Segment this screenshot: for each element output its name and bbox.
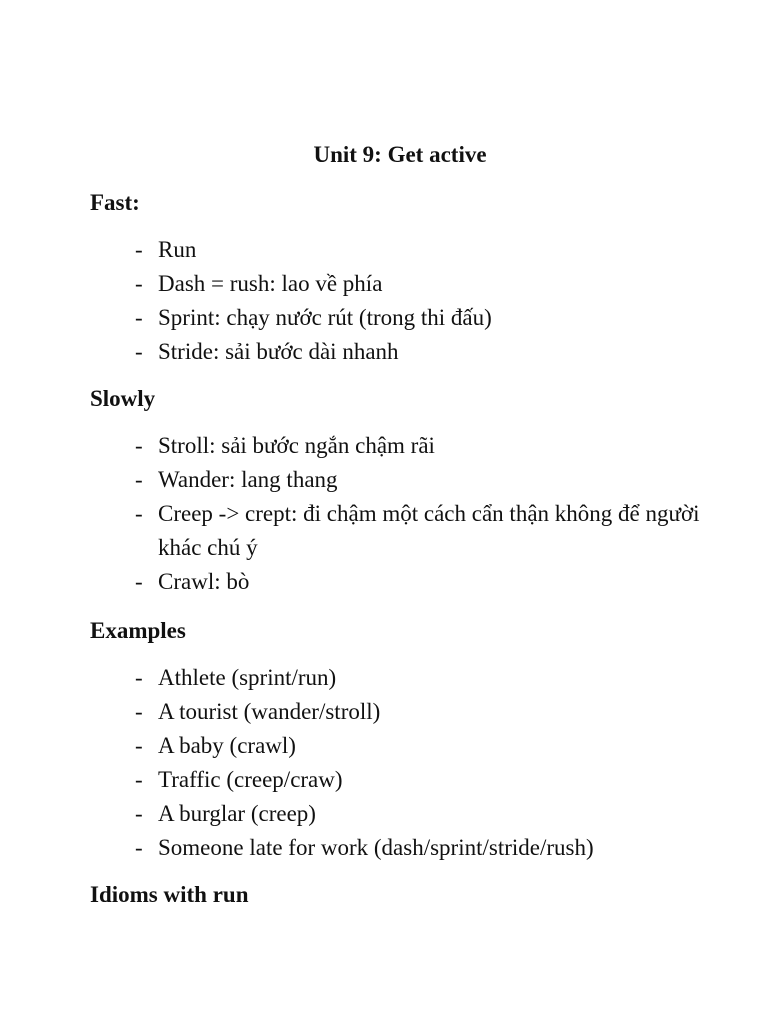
list-item-text: Stroll: sải bước ngắn chậm rãi xyxy=(158,433,435,458)
bullet-dash: - xyxy=(135,305,143,330)
bullet-dash: - xyxy=(135,801,143,826)
list-item xyxy=(0,831,768,865)
list-item-text: Dash = rush: lao về phía xyxy=(158,271,383,296)
bullet-dash: - xyxy=(135,767,143,792)
list-item-text: Traffic (creep/craw) xyxy=(158,767,343,792)
list-item xyxy=(0,301,768,335)
list-item-text: A baby (crawl) xyxy=(158,733,296,758)
bullet-dash: - xyxy=(135,699,143,724)
list-item-text: A tourist (wander/stroll) xyxy=(158,699,381,724)
bullet-dash: - xyxy=(135,433,143,458)
bullet-dash: - xyxy=(135,665,143,690)
list-item-text: Stride: sải bước dài nhanh xyxy=(158,339,399,364)
bullet-dash: - xyxy=(135,467,143,492)
list-item xyxy=(0,661,768,695)
document-title: Unit 9: Get active xyxy=(313,142,487,167)
section-heading-examples: Examples xyxy=(90,618,186,643)
list-item-text: Someone late for work (dash/sprint/stride/rush) xyxy=(158,835,594,860)
list-item xyxy=(0,763,768,797)
bullet-dash: - xyxy=(135,733,143,758)
list-item-text: A burglar (creep) xyxy=(158,801,316,826)
section-heading-slowly: Slowly xyxy=(90,386,156,411)
list-item-text: Wander: lang thang xyxy=(158,467,338,492)
list-slowly xyxy=(0,429,768,599)
section-heading-fast: Fast: xyxy=(90,190,140,215)
list-item xyxy=(0,565,768,599)
list-item-text: Run xyxy=(158,237,197,262)
list-item xyxy=(0,463,768,497)
list-examples xyxy=(0,661,768,865)
bullet-dash: - xyxy=(135,501,143,526)
section-heading-idioms: Idioms with run xyxy=(90,882,249,907)
list-fast xyxy=(0,233,768,369)
list-item xyxy=(0,335,768,369)
bullet-dash: - xyxy=(135,237,143,262)
list-item xyxy=(0,497,768,565)
list-item xyxy=(0,233,768,267)
list-item xyxy=(0,729,768,763)
list-item-text: Sprint: chạy nước rút (trong thi đấu) xyxy=(158,305,492,330)
bullet-dash: - xyxy=(135,569,143,594)
bullet-dash: - xyxy=(135,339,143,364)
list-item xyxy=(0,429,768,463)
bullet-dash: - xyxy=(135,835,143,860)
list-item-text: Creep -> crept: đi chậm một cách cẩn thận không để người khác chú ý xyxy=(158,501,700,560)
bullet-dash: - xyxy=(135,271,143,296)
list-item xyxy=(0,797,768,831)
list-item-text: Athlete (sprint/run) xyxy=(158,665,337,690)
list-item xyxy=(0,695,768,729)
list-item xyxy=(0,267,768,301)
list-item-text: Crawl: bò xyxy=(158,569,250,594)
